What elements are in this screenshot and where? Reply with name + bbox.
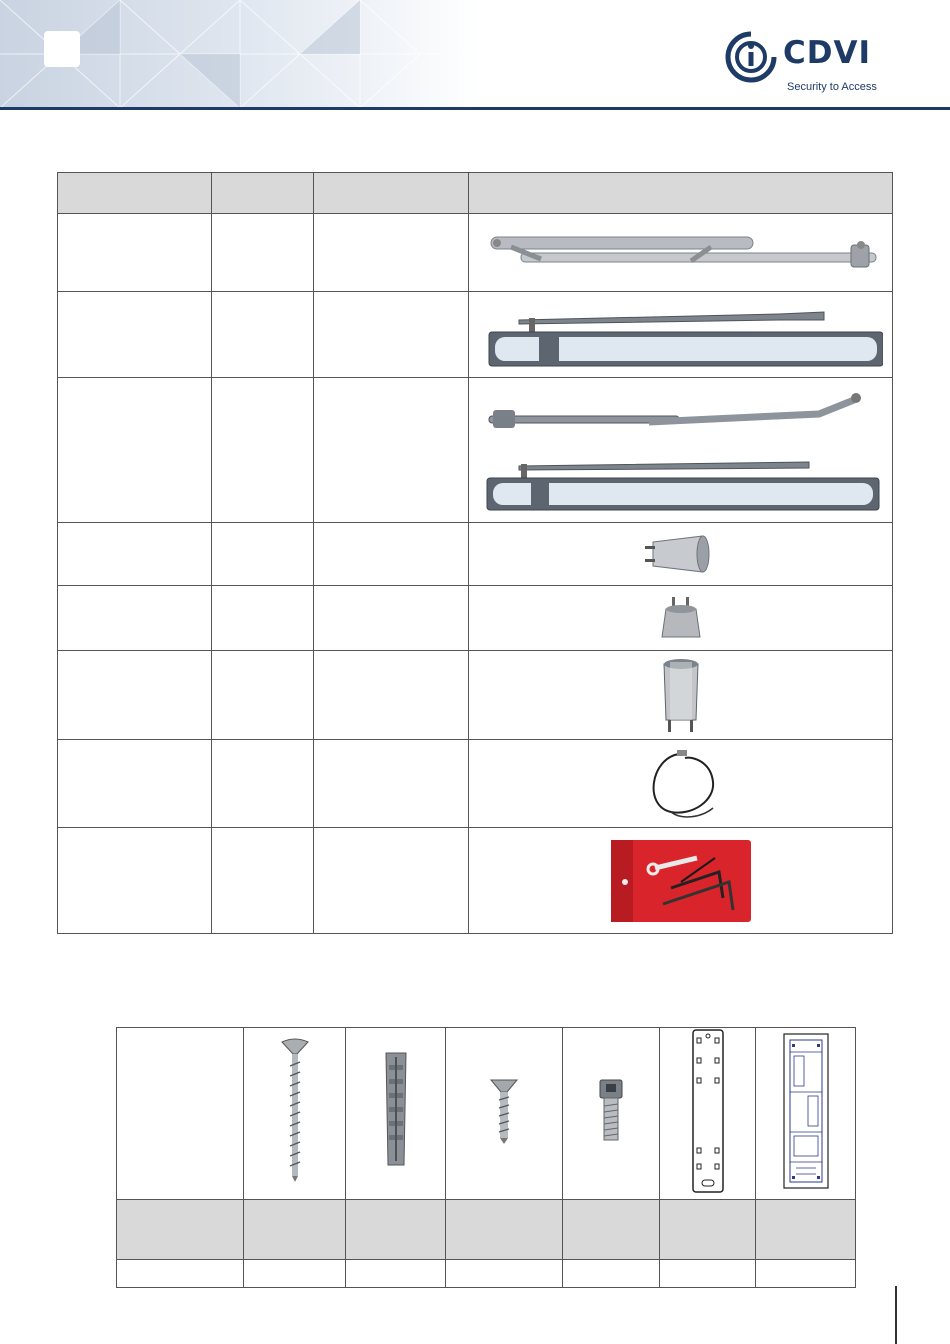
arm-and-rail-set-photo <box>479 386 883 514</box>
adapter-tall-photo <box>656 656 706 734</box>
table-row <box>58 292 893 378</box>
countersunk-screw-icon <box>489 1076 519 1146</box>
table-row <box>58 378 893 523</box>
parts-table <box>57 172 893 934</box>
logo-tagline: Security to Access <box>787 81 877 93</box>
parts-table-header <box>58 173 893 214</box>
header-cell <box>212 173 314 214</box>
socket-head-bolt-icon <box>596 1078 626 1144</box>
page-number-bar <box>895 1286 897 1344</box>
door-arm-photo <box>481 225 881 281</box>
cable-loop-photo <box>641 746 721 822</box>
table-row <box>58 214 893 292</box>
table-row <box>58 828 893 934</box>
drilling-template-icon <box>782 1032 830 1190</box>
square-badge-icon <box>44 31 80 67</box>
page-header <box>0 0 950 110</box>
table-row <box>58 651 893 740</box>
table-row <box>58 586 893 651</box>
wall-plug-icon <box>383 1051 409 1171</box>
header-cell <box>58 173 212 214</box>
slide-arm-rail-photo <box>479 300 883 370</box>
accessories-picture-row <box>117 1028 856 1200</box>
adapter-cone-photo <box>641 532 721 576</box>
adapter-short-photo <box>656 593 706 643</box>
cdvi-logo <box>725 31 885 95</box>
accessories-table <box>116 1027 856 1288</box>
tool-pouch-photo <box>611 838 751 924</box>
logo-brand-text: CDVI <box>783 35 872 71</box>
accessories-header-row <box>117 1200 856 1260</box>
mounting-plate-icon <box>691 1028 725 1194</box>
cdvi-logo-icon <box>725 31 777 83</box>
table-row <box>58 523 893 586</box>
wood-screw-icon <box>280 1036 310 1186</box>
accessories-quantity-row <box>117 1260 856 1288</box>
table-row <box>58 740 893 828</box>
header-cell <box>314 173 469 214</box>
header-cell <box>469 173 893 214</box>
header-divider <box>0 107 950 110</box>
